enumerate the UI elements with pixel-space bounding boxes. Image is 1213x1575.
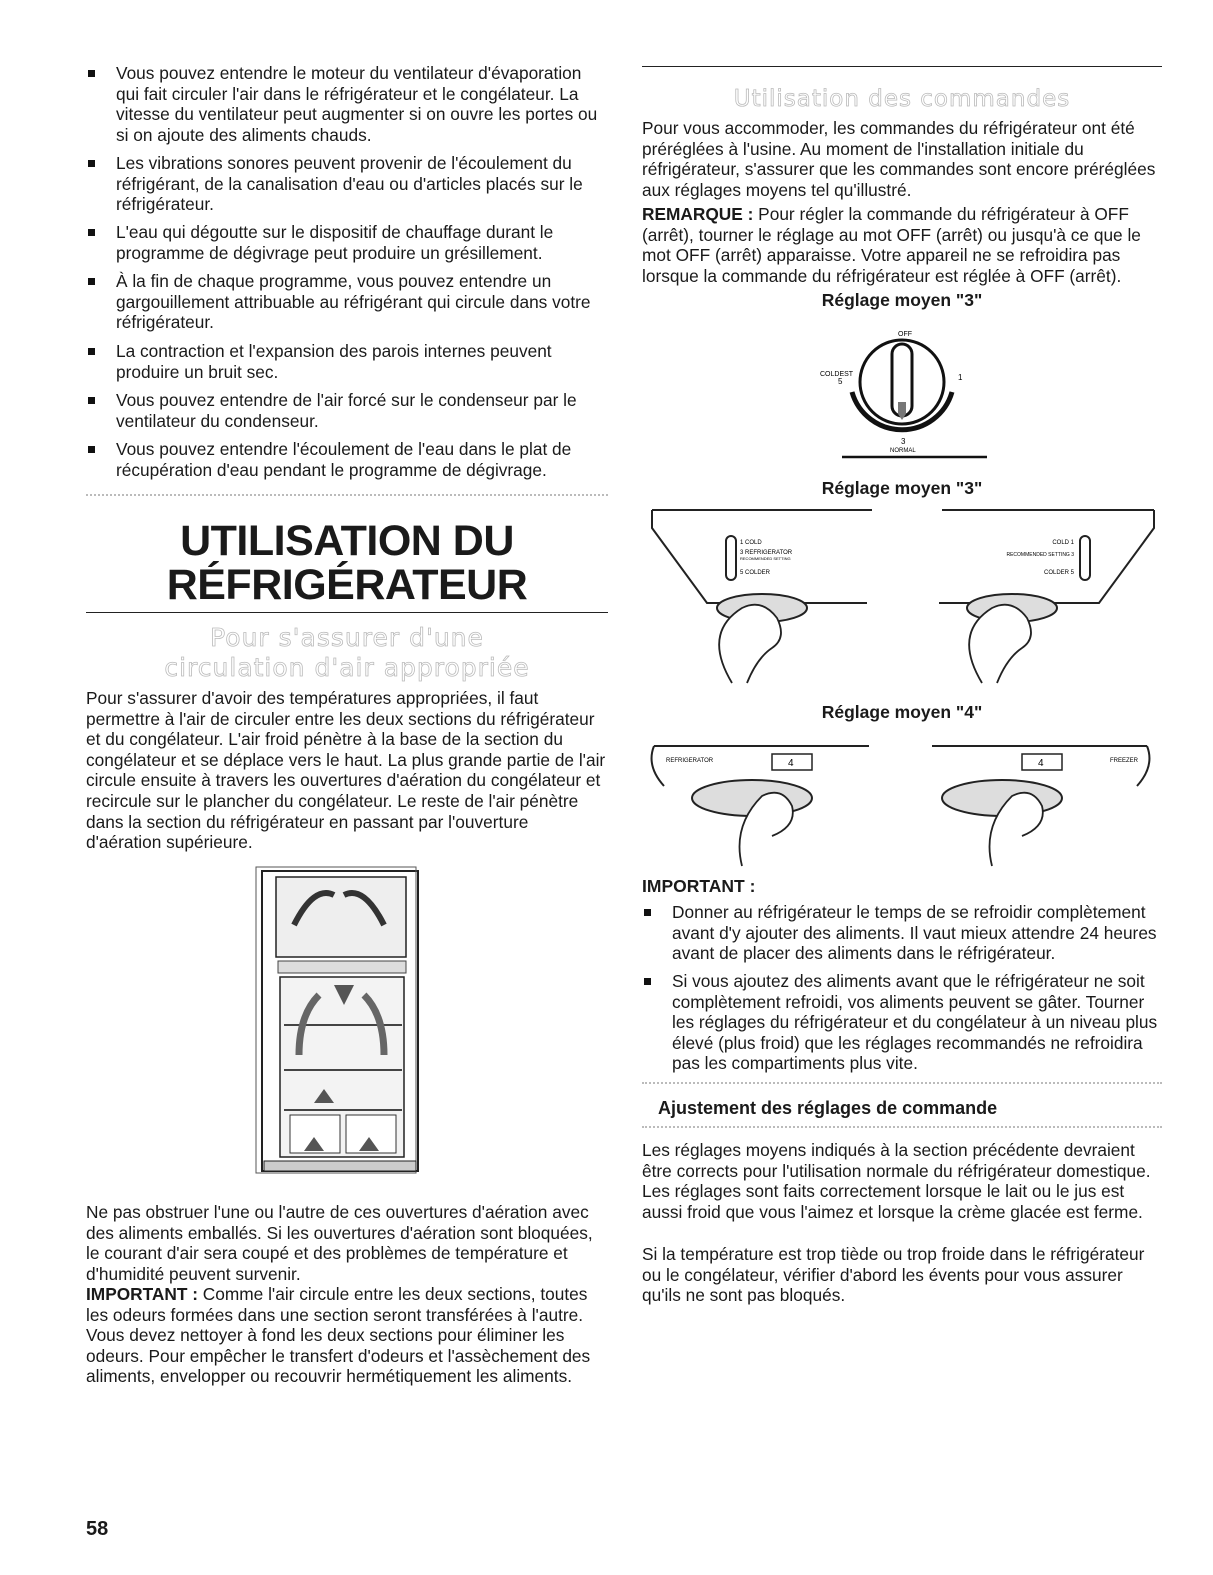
list-item: Les vibrations sonores peuvent provenir de l'écoulement du réfrigérant, de la canalisation d'eau ou d'articles placés sur le réfrigérateur. [86, 153, 608, 215]
subhead-outline: Pour s'assurer d'une circulation d'air appropriée [164, 623, 530, 682]
caption-setting-3b: Réglage moyen "3" [821, 478, 983, 498]
svg-text:3 REFRIGERATOR: 3 REFRIGERATOR [740, 550, 793, 556]
adjust-paragraph-2: Si la température est trop tiède ou trop froide dans le réfrigérateur ou le congélateur, vérifier d'abord les évents pour vous assurer qu'ils ne sont pas bloqués. [642, 1244, 1145, 1306]
dial-normal-label: NORMAL [890, 448, 916, 454]
remarque-label: REMARQUE : [642, 204, 754, 224]
page-number: 58 [86, 1518, 109, 1540]
panel-controls-illustration [642, 508, 1162, 688]
list-item: Vous pouvez entendre le moteur du ventilateur d'évaporation qui fait circuler l'air dans le réfrigérateur et le congélateur. La vitesse du ventilateur peut augmenter si on ouvre les portes ou si on ajoute des aliments chauds. [86, 63, 608, 145]
bullet-square-icon [88, 348, 95, 355]
bullet-square-icon [88, 446, 95, 453]
refrigerator-airflow-illustration [254, 865, 426, 1185]
svg-text:1 COLD: 1 COLD [740, 540, 762, 546]
bullet-square-icon [88, 397, 95, 404]
divider [642, 1082, 1162, 1084]
list-item: L'eau qui dégoutte sur le dispositif de chauffage durant le programme de dégivrage peut produire un grésillement. [86, 222, 608, 263]
svg-text:COLD 1: COLD 1 [1052, 540, 1074, 546]
divider [86, 612, 608, 613]
list-item: Donner au réfrigérateur le temps de se refroidir complètement avant d'y ajouter des aliments. Il vaut mieux attendre 24 heures avant de placer des aliments dans le réfrigérateur. [642, 902, 1162, 964]
control-dial-illustration [812, 322, 1002, 462]
caption-setting-3a: Réglage moyen "3" [821, 290, 983, 310]
list-item: Si vous ajoutez des aliments avant que le réfrigérateur ne soit complètement refroidi, vos aliments peuvent se gâter. Tourner les réglages du réfrigérateur et du congélateur à un niveau plus élevé (plus froid) que les réglages recommandés ne refroidira pas les compartiments plus vite. [642, 971, 1162, 1074]
svg-text:COLDER 5: COLDER 5 [1043, 570, 1074, 576]
dial-five-label: 5 [838, 377, 843, 386]
important-heading: IMPORTANT : [642, 876, 756, 896]
section-heading: Utilisation des commandes [733, 86, 1071, 112]
bullet-square-icon [644, 909, 651, 916]
list-item: Vous pouvez entendre l'écoulement de l'eau dans le plat de récupération d'eau pendant le programme de dégivrage. [86, 439, 608, 480]
dial-one-label: 1 [958, 373, 963, 382]
bullet-square-icon [88, 278, 95, 285]
divider [86, 494, 608, 496]
bullet-square-icon [88, 160, 95, 167]
adjustment-subheading: Ajustement des réglages de commande [658, 1098, 998, 1118]
divider [642, 1126, 1162, 1128]
bullet-square-icon [88, 70, 95, 77]
section-title: UTILISATION DU RÉFRIGÉRATEUR [166, 517, 528, 609]
svg-text:RECOMMENDED SETTING 3: RECOMMENDED SETTING 3 [1006, 552, 1074, 558]
obstruct-paragraph: Ne pas obstruer l'une ou l'autre de ces ouvertures d'aération avec des aliments emballés. Si les ouvertures d'aération sont bloquées, le courant d'air sera coupé et des problèmes de température et d'humidité peuvent survenir. [86, 1202, 593, 1284]
svg-text:FREEZER: FREEZER [1109, 758, 1138, 764]
important-paragraph: IMPORTANT : Comme l'air circule entre les deux sections, toutes les odeurs formées dans une section seront transférées à l'autre. Vous devez nettoyer à fond les deux sections pour éliminer les odeurs. Pour empêcher le transfert d'odeurs et l'assèchement des aliments, envelopper ou recouvrir hermétiquement les aliments. [86, 1284, 591, 1387]
important-label: IMPORTANT : [86, 1284, 198, 1304]
dial-off-label: OFF [898, 331, 912, 338]
caption-setting-4: Réglage moyen "4" [821, 702, 983, 722]
list-item: La contraction et l'expansion des parois internes peuvent produire un bruit sec. [86, 341, 608, 382]
svg-text:REFRIGERATOR: REFRIGERATOR [666, 758, 714, 764]
bullet-square-icon [88, 229, 95, 236]
remarque-paragraph: REMARQUE : Pour régler la commande du réfrigérateur à OFF (arrêt), tourner le réglage au mot OFF (arrêt) ou jusqu'à ce que le mot OFF (arrêt) apparaisse. Votre appareil ne se refroidira pas lorsque la commande du réfrigérateur est réglée à OFF (arrêt). [642, 204, 1141, 286]
svg-text:RECOMMENDED SETTING: RECOMMENDED SETTING [740, 556, 791, 561]
air-circulation-paragraph: Pour s'assurer d'avoir des températures appropriées, il faut permettre à l'air de circuler entre les deux sections du réfrigérateur et du congélateur. L'air froid pénètre à la base de la section du congélateur et se déplace vers le haut. La plus grande partie de l'air circule ensuite à travers les ouvertures d'aération du congélateur et recircule sur le plancher du congélateur. Le reste de l'air pénètre dans la section du réfrigérateur en passant par l'ouverture d'aération supérieure. [86, 688, 606, 853]
list-item: Vous pouvez entendre de l'air forcé sur le condenseur par le ventilateur du condenseur. [86, 390, 608, 431]
slider-controls-illustration [642, 738, 1162, 868]
svg-text:5 COLDER: 5 COLDER [740, 570, 771, 576]
svg-text:4: 4 [1038, 758, 1044, 769]
dial-three-label: 3 [901, 437, 906, 446]
bullet-square-icon [644, 978, 651, 985]
intro-paragraph: Pour vous accommoder, les commandes du réfrigérateur ont été préréglées à l'usine. Au moment de l'installation initiale du réfrigérateur, s'assurer que les commandes sont encore préréglées aux réglages moyens tel qu'illustré. [642, 118, 1156, 200]
divider [642, 66, 1162, 67]
adjust-paragraph-1: Les réglages moyens indiqués à la section précédente devraient être corrects pour l'utilisation normale du réfrigérateur domestique. Les réglages sont faits correctement lorsque le lait ou le jus est aussi froid que vous l'aimez et lorsque la crème glacée est ferme. [642, 1140, 1151, 1222]
dial-coldest-label: COLDEST [820, 371, 854, 378]
list-item: À la fin de chaque programme, vous pouvez entendre un gargouillement attribuable au réfrigérant qui circule dans votre réfrigérateur. [86, 271, 608, 333]
svg-text:4: 4 [788, 758, 794, 769]
